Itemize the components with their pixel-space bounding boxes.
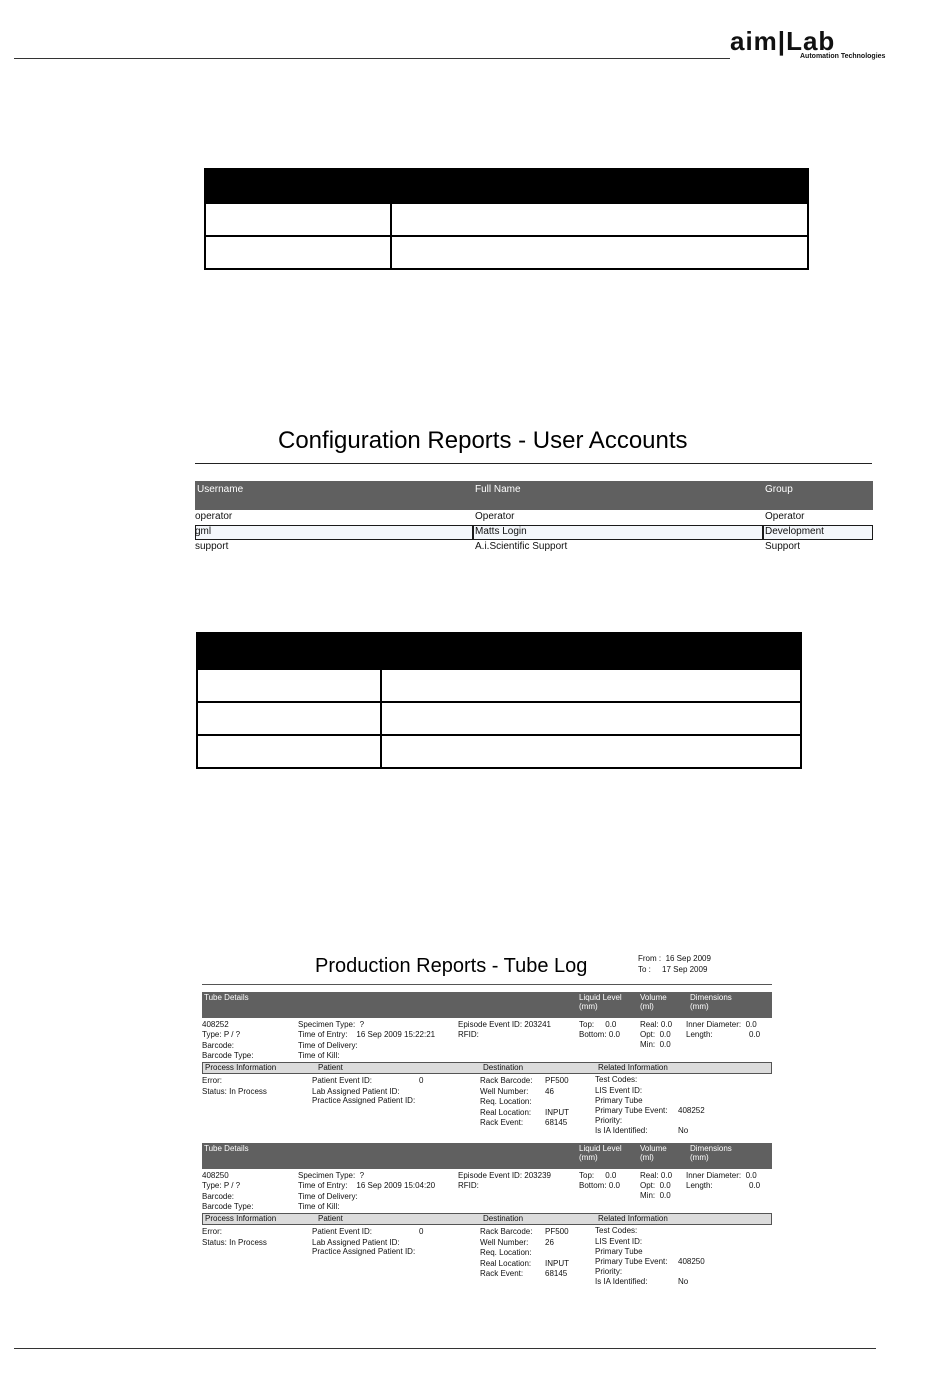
dimensions-unit: (mm) — [690, 1153, 709, 1162]
practice-patient-id-label: Practice Assigned Patient ID: — [312, 1247, 416, 1256]
tube-details-header — [202, 1143, 772, 1169]
col-group: Group — [765, 484, 793, 495]
tube-log-report — [200, 950, 774, 1295]
length-value: 0.0 — [749, 1181, 761, 1190]
rfid-label: RFID: — [458, 1030, 479, 1039]
col-full-name: Full Name — [475, 484, 521, 495]
tube-details-label: Tube Details — [204, 1144, 249, 1153]
patient-event-id-value: 0 — [419, 1227, 424, 1236]
primary-tube-label: Primary Tube — [595, 1247, 643, 1256]
well-number-label: Well Number: — [480, 1238, 529, 1247]
col-username: Username — [197, 484, 244, 495]
real-location-value: INPUT — [545, 1108, 569, 1117]
primary-tube-event-label: Primary Tube Event: — [595, 1106, 668, 1115]
user-accounts-rule — [195, 463, 872, 464]
time-of-kill-label: Time of Kill: — [298, 1051, 340, 1060]
cell-full-name: A.i.Scientific Support — [475, 541, 568, 552]
inner-diameter: Inner Diameter: 0.0 — [686, 1020, 757, 1029]
liquid-level-label: Liquid Level — [579, 1144, 622, 1153]
related-info-label: Related Information — [598, 1214, 668, 1223]
real-location-label: Real Location: — [480, 1259, 532, 1268]
header-rule — [14, 58, 730, 59]
rack-barcode-label: Rack Barcode: — [480, 1076, 533, 1085]
priority-label: Priority: — [595, 1267, 623, 1276]
empty-table-1 — [204, 168, 809, 270]
is-ia-value: No — [678, 1126, 689, 1135]
volume-min: Min: 0.0 — [640, 1191, 671, 1200]
logo-wordmark: aim|Lab — [730, 26, 836, 56]
tube-log-rule — [202, 984, 772, 985]
test-codes-label: Test Codes: — [595, 1075, 638, 1084]
related-info-label: Related Information — [598, 1063, 668, 1072]
real-location-value: INPUT — [545, 1259, 569, 1268]
barcode-label: Barcode: — [202, 1192, 235, 1201]
cell-group: Operator — [765, 511, 805, 522]
liquid-top: Top: 0.0 — [579, 1171, 617, 1180]
user-accounts-header — [195, 481, 873, 510]
error-label: Error: — [202, 1076, 222, 1085]
well-number-label: Well Number: — [480, 1087, 529, 1096]
tube-details-header — [202, 992, 772, 1018]
volume-real: Real: 0.0 — [640, 1171, 673, 1180]
tube-type: Type: P / ? — [202, 1030, 241, 1039]
rack-event-label: Rack Event: — [480, 1118, 524, 1127]
volume-opt: Opt: 0.0 — [640, 1030, 671, 1039]
primary-tube-event-label: Primary Tube Event: — [595, 1257, 668, 1266]
cell-group: Support — [765, 541, 801, 552]
date-to: To : 17 Sep 2009 — [638, 965, 708, 974]
barcode-type-label: Barcode Type: — [202, 1202, 254, 1211]
user-row[interactable] — [195, 541, 873, 555]
well-number-value: 26 — [545, 1238, 554, 1247]
empty-table-2 — [196, 632, 802, 769]
cell-highlight — [195, 525, 473, 540]
time-of-kill-label: Time of Kill: — [298, 1202, 340, 1211]
patient-event-id-value: 0 — [419, 1076, 424, 1085]
is-ia-value: No — [678, 1277, 689, 1286]
patient-event-id-label: Patient Event ID: — [312, 1227, 373, 1236]
req-location-label: Req. Location: — [480, 1097, 532, 1106]
barcode-label: Barcode: — [202, 1041, 235, 1050]
dimensions-unit: (mm) — [690, 1002, 709, 1011]
cell-group: Development — [765, 526, 824, 537]
destination-label: Destination — [483, 1214, 524, 1223]
volume-label: Volume — [640, 1144, 667, 1153]
liquid-level-label: Liquid Level — [579, 993, 622, 1002]
time-of-entry: Time of Entry: 16 Sep 2009 15:22:21 — [298, 1030, 436, 1039]
tube-id: 408252 — [202, 1020, 229, 1029]
length-label: Length: — [686, 1030, 713, 1039]
dimensions-label: Dimensions — [690, 993, 732, 1002]
time-of-entry: Time of Entry: 16 Sep 2009 15:04:20 — [298, 1181, 436, 1190]
tube-log-title: Production Reports - Tube Log — [315, 955, 588, 977]
error-label: Error: — [202, 1227, 222, 1236]
inner-diameter: Inner Diameter: 0.0 — [686, 1171, 757, 1180]
priority-label: Priority: — [595, 1116, 623, 1125]
cell-username: operator — [195, 511, 233, 522]
lab-patient-id-label: Lab Assigned Patient ID: — [312, 1238, 400, 1247]
date-from: From : 16 Sep 2009 — [638, 954, 711, 963]
lis-event-id-label: LIS Event ID: — [595, 1086, 643, 1095]
volume-min: Min: 0.0 — [640, 1040, 671, 1049]
lis-event-id-label: LIS Event ID: — [595, 1237, 643, 1246]
tube-details-label: Tube Details — [204, 993, 249, 1002]
req-location-label: Req. Location: — [480, 1248, 532, 1257]
practice-patient-id-label: Practice Assigned Patient ID: — [312, 1096, 416, 1105]
patient-event-id-label: Patient Event ID: — [312, 1076, 373, 1085]
process-info-header — [202, 1062, 772, 1074]
liquid-level-unit: (mm) — [579, 1153, 598, 1162]
tube-id: 408250 — [202, 1171, 229, 1180]
volume-label: Volume — [640, 993, 667, 1002]
user-row-selected[interactable] — [195, 526, 873, 540]
dimensions-label: Dimensions — [690, 1144, 732, 1153]
length-label: Length: — [686, 1181, 713, 1190]
primary-tube-event-value: 408250 — [678, 1257, 705, 1266]
liquid-bottom: Bottom: 0.0 — [579, 1181, 620, 1190]
logo-tagline: Automation Technologies — [800, 53, 886, 60]
aimlab-logo — [730, 26, 886, 64]
real-location-label: Real Location: — [480, 1108, 532, 1117]
rack-barcode-value: PF500 — [545, 1227, 569, 1236]
rack-event-value: 68145 — [545, 1118, 568, 1127]
liquid-bottom: Bottom: 0.0 — [579, 1030, 620, 1039]
test-codes-label: Test Codes: — [595, 1226, 638, 1235]
episode-event-id: Episode Event ID: 203241 — [458, 1020, 551, 1029]
lab-patient-id-label: Lab Assigned Patient ID: — [312, 1087, 400, 1096]
tube-type: Type: P / ? — [202, 1181, 241, 1190]
cell-full-name: Matts Login — [475, 526, 527, 537]
time-of-delivery-label: Time of Delivery: — [298, 1192, 358, 1201]
time-of-delivery-label: Time of Delivery: — [298, 1041, 358, 1050]
destination-label: Destination — [483, 1063, 524, 1072]
is-ia-label: Is IA Identified: — [595, 1277, 648, 1286]
status: Status: In Process — [202, 1087, 267, 1096]
episode-event-id: Episode Event ID: 203239 — [458, 1171, 551, 1180]
cell-username: gml — [195, 526, 212, 537]
rack-event-value: 68145 — [545, 1269, 568, 1278]
length-value: 0.0 — [749, 1030, 761, 1039]
cell-username: support — [195, 541, 229, 552]
patient-label: Patient — [318, 1214, 343, 1223]
rfid-label: RFID: — [458, 1181, 479, 1190]
footer-rule — [14, 1348, 876, 1349]
process-info-label: Process Information — [205, 1214, 277, 1223]
user-accounts-title: Configuration Reports - User Accounts — [278, 427, 688, 454]
primary-tube-event-value: 408252 — [678, 1106, 705, 1115]
liquid-level-unit: (mm) — [579, 1002, 598, 1011]
volume-real: Real: 0.0 — [640, 1020, 673, 1029]
rack-barcode-value: PF500 — [545, 1076, 569, 1085]
barcode-type-label: Barcode Type: — [202, 1051, 254, 1060]
volume-unit: (ml) — [640, 1153, 654, 1162]
process-info-header — [202, 1213, 772, 1225]
specimen-type: Specimen Type: ? — [298, 1020, 365, 1029]
cell-full-name: Operator — [475, 511, 515, 522]
is-ia-label: Is IA Identified: — [595, 1126, 648, 1135]
specimen-type: Specimen Type: ? — [298, 1171, 365, 1180]
rack-event-label: Rack Event: — [480, 1269, 524, 1278]
primary-tube-label: Primary Tube — [595, 1096, 643, 1105]
rack-barcode-label: Rack Barcode: — [480, 1227, 533, 1236]
volume-opt: Opt: 0.0 — [640, 1181, 671, 1190]
patient-label: Patient — [318, 1063, 343, 1072]
user-row[interactable] — [195, 511, 873, 525]
process-info-label: Process Information — [205, 1063, 277, 1072]
status: Status: In Process — [202, 1238, 267, 1247]
liquid-top: Top: 0.0 — [579, 1020, 617, 1029]
well-number-value: 46 — [545, 1087, 554, 1096]
volume-unit: (ml) — [640, 1002, 654, 1011]
